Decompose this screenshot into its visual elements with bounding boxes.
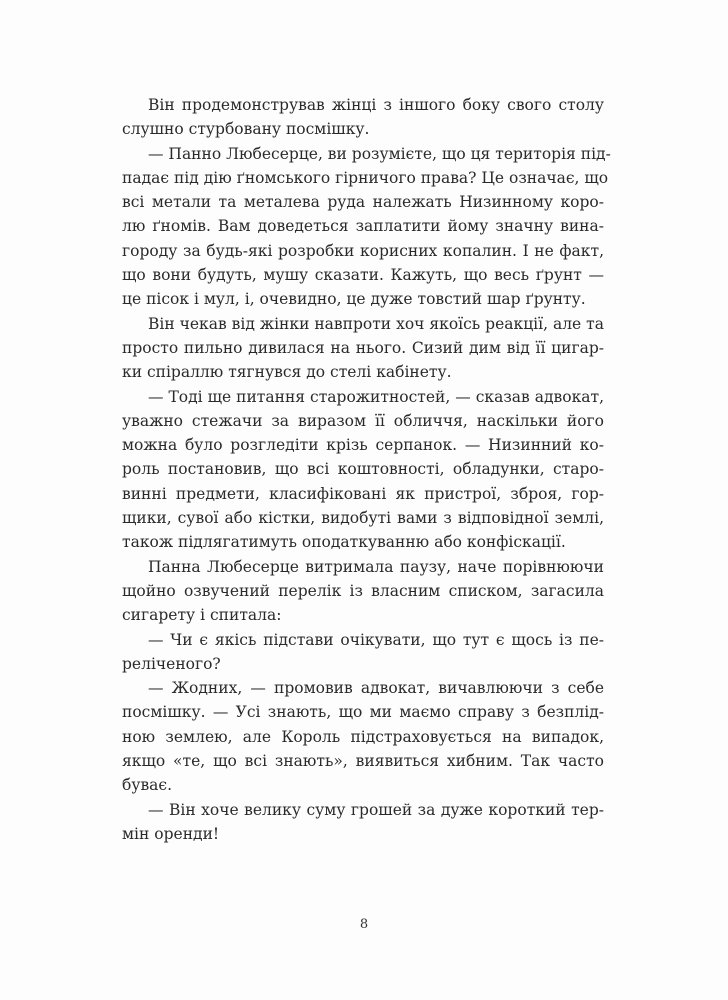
text-line: мін оренди! [122, 824, 220, 843]
paragraph [122, 555, 604, 628]
text-line: посмішку. — Усі знають, що ми маємо справу з безплід- [122, 703, 604, 722]
text-line: реліченого? [122, 654, 221, 673]
text-line: ною землею, але Король підстраховується на випадок, [122, 727, 604, 746]
text-line: щойно озвучений перелік із власним списком, загасила [122, 581, 604, 600]
text-line: що вони будуть, мушу сказати. Кажуть, що весь ґрунт — [122, 266, 604, 285]
page-number: 8 [359, 917, 369, 932]
text-line: — Жодних, — промовив адвокат, вичавлюючи з себе [148, 679, 604, 698]
text-line: лю ґномів. Вам доведеться заплатити йому значну вина- [122, 217, 604, 236]
paragraph [122, 628, 604, 677]
text-line: Панна Любесерце витримала паузу, наче порівнюючи [148, 557, 604, 576]
paragraph [122, 93, 604, 142]
text-line: — Чи є якісь підстави очікувати, що тут є щось із пе- [148, 630, 604, 649]
text-line: також підлягатимуть оподаткуванню або конфіскації. [122, 533, 566, 552]
text-line: роль постановив, що всі коштовності, обладунки, старо- [122, 460, 604, 479]
text-line: — Тоді ще питання старожитностей, — сказав адвокат, [148, 387, 604, 406]
text-line: падає під дію ґномського гірничого права? Це означає, що [122, 168, 609, 187]
text-line: Він чекав від жінки навпроти хоч якоїсь реакції, але та [148, 314, 604, 333]
text-line: просто пильно дивилася на нього. Сизий дим від її цигар- [122, 338, 604, 357]
text-line: уважно стежачи за виразом її обличчя, наскільки його [122, 411, 604, 430]
text-line: городу за будь-які розробки корисних копалин. І не факт, [122, 241, 604, 260]
paragraph [122, 385, 604, 555]
paragraph [122, 798, 604, 847]
text-line: Він продемонстрував жінці з іншого боку свого столу [148, 96, 604, 114]
paragraph [122, 312, 604, 385]
text-line: сигарету і спитала: [122, 606, 282, 625]
text-line: можна було розгледіти крізь серпанок. — Низинний ко- [122, 436, 604, 455]
body-text [122, 93, 611, 846]
text-line: винні предмети, класифіковані як пристрої, зброя, гор- [122, 484, 604, 503]
text-line: всі метали та металева руда належать Низинному коро- [122, 193, 604, 212]
paragraph [122, 142, 611, 312]
text-line: це пісок і мул, і, очевидно, це дуже товстий шар ґрунту. [122, 290, 586, 309]
text-line: — Панно Любесерце, ви розумієте, що ця територія під- [148, 144, 611, 163]
text-line: ки спіраллю тягнувся до стелі кабінету. [122, 363, 452, 382]
text-line: — Він хоче велику суму грошей за дуже короткий тер- [148, 800, 604, 819]
paragraph [122, 676, 604, 797]
text-line: буває. [122, 776, 173, 795]
text-line: якщо «те, що всі знають», виявиться хибним. Так часто [122, 752, 604, 771]
text-line: слушно стурбовану посмішку. [122, 120, 370, 139]
text-line: щики, сувої або кістки, видобуті вами з відповідної землі, [122, 509, 604, 528]
